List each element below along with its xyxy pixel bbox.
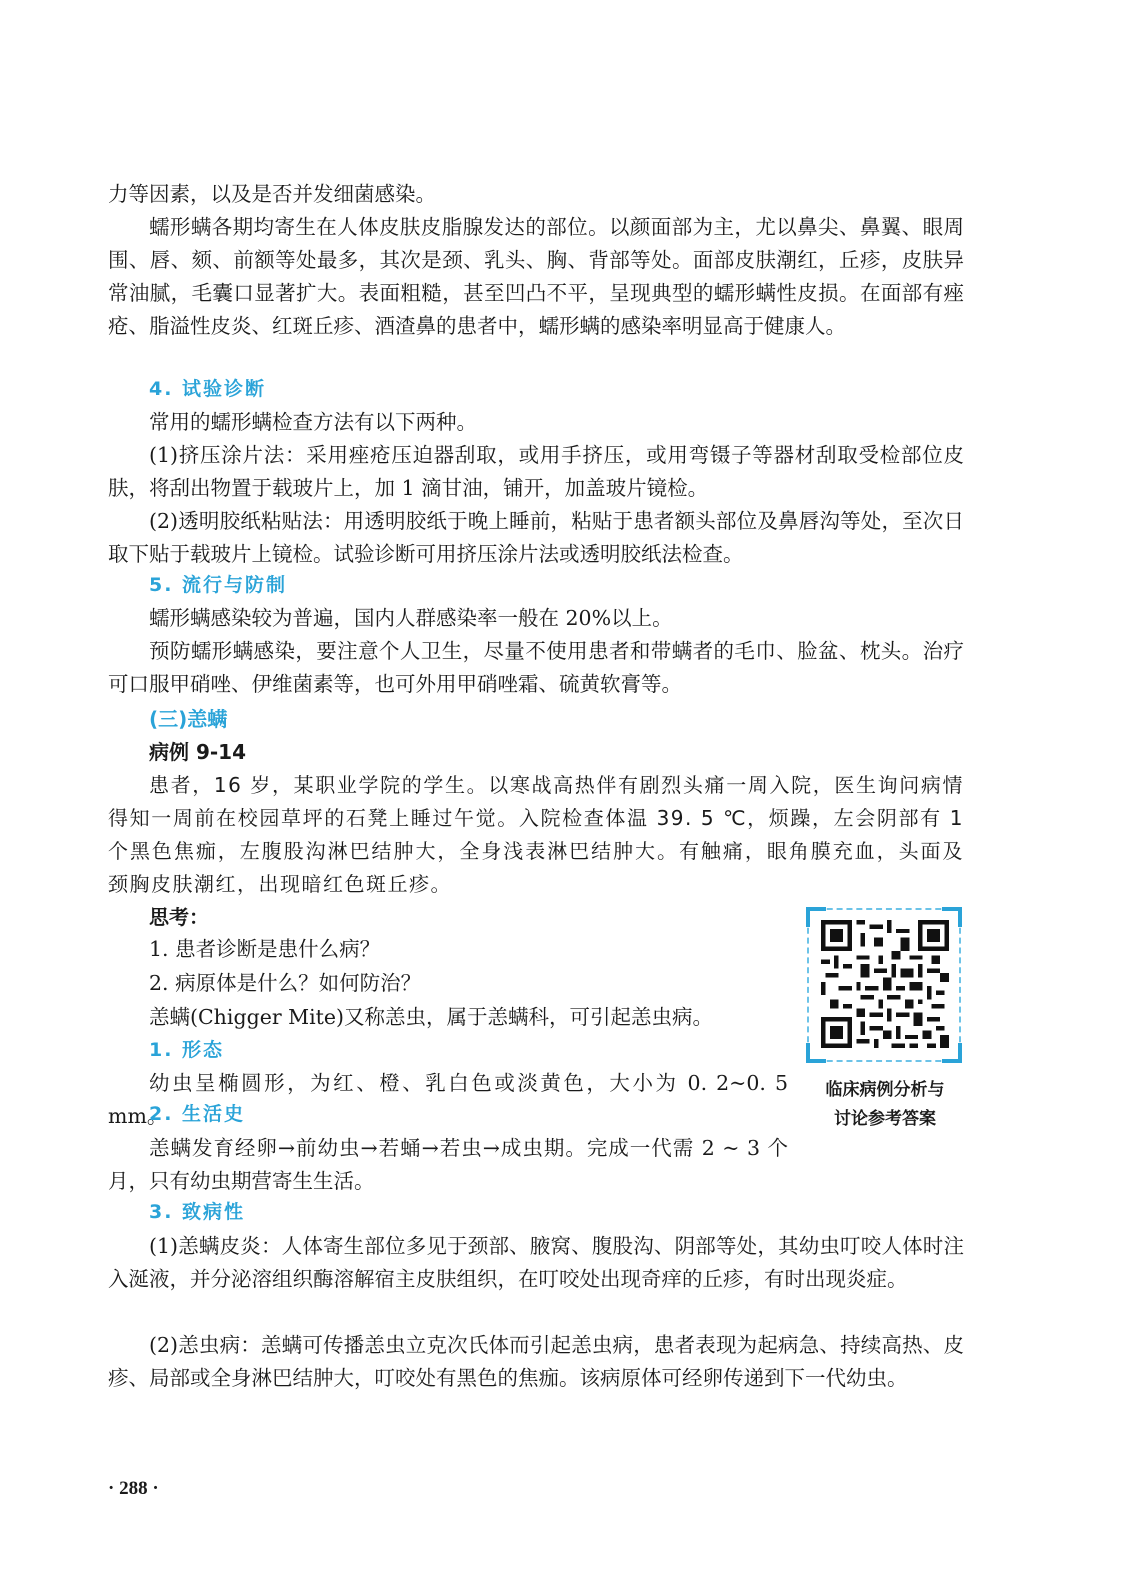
case-title: 病例 9-14 — [149, 740, 247, 764]
think-title: 思考： — [149, 905, 209, 929]
paragraph-tape-method: (2)透明胶纸粘贴法：用透明胶纸于晚上睡前，粘贴于患者额头部位及鼻唇沟等处，至次日取下贴于载玻片上镜检。试验诊断可用挤压涂片法或透明胶纸法检查。 — [108, 509, 964, 566]
paragraph-squeeze-smear: (1)挤压涂片法：采用痤疮压迫器刮取，或用手挤压，或用弯镊子等器材刮取受检部位皮肤，将刮出物置于载玻片上，加 1 滴甘油，铺开，加盖玻片镜检。 — [108, 443, 964, 500]
paragraph-life-history: 恙螨发育经卵→前幼虫→若蛹→若虫→成虫期。完成一代需 2 ~ 3 个月，只有幼虫期营寄生生活。 — [108, 1136, 788, 1193]
paragraph-demodex-parasitism: 蠕形螨各期均寄生在人体皮肤皮脂腺发达的部位。以颜面部为主，尤以鼻尖、鼻翼、眼周围、唇、颏、前额等处最多，其次是颈、乳头、胸、背部等处。面部皮肤潮红，丘疹，皮肤异常油腻，毛囊口显著扩大。表面粗糙，甚至凹凸不平，呈现典型的蠕形螨性皮损。在面部有痤疮、脂溢性皮炎、红斑丘疹、酒渣鼻的患者中，蠕形螨的感染率明显高于健康人。 — [108, 215, 964, 338]
qr-caption-line1: 临床病例分析与 — [825, 1080, 945, 1100]
paragraph-prevalence: 蠕形螨感染较为普遍，国内人群感染率一般在 20%以上。 — [149, 606, 673, 630]
paragraph-tsutsugamushi: (2)恙虫病：恙螨可传播恙虫立克次氏体而引起恙虫病，患者表现为起病急、持续高热、皮疹、局部或全身淋巴结肿大，叮咬处有黑色的焦痂。该病原体可经卵传递到下一代幼虫。 — [108, 1333, 964, 1390]
qr-code-icon[interactable] — [821, 920, 949, 1048]
qr-caption — [790, 1076, 980, 1134]
heading-diagnosis: 4. 试验诊断 — [149, 378, 267, 400]
paragraph-exam-methods: 常用的蠕形螨检查方法有以下两种。 — [149, 410, 477, 434]
heading-epidemic-prevention: 5. 流行与防制 — [149, 574, 288, 596]
heading-pathogenicity: 3. 致病性 — [149, 1201, 246, 1223]
question-2: 2. 病原体是什么？如何防治？ — [149, 971, 422, 995]
qr-code-frame[interactable] — [807, 908, 961, 1062]
paragraph-continuation: 力等因素，以及是否并发细菌感染。 — [108, 182, 436, 206]
paragraph-chigger-intro: 恙螨(Chigger Mite)又称恙虫，属于恙螨科，可引起恙虫病。 — [149, 1005, 714, 1029]
heading-chigger-mite: (三)恙螨 — [149, 707, 228, 731]
case-body: 患者，16 岁，某职业学院的学生。以寒战高热伴有剧烈头痛一周入院，医生询问病情得知一周前在校园草坪的石凳上睡过午觉。入院检查体温 39. 5 ℃，烦躁，左会阴部有 1 个黑色焦痂，左腹股沟淋巴结肿大，全身浅表淋巴结肿大。有触痛，眼角膜充血，头面及颈胸皮肤潮红，出现暗红色斑丘疹。 — [108, 773, 964, 896]
page-number: · 288 · — [108, 1478, 159, 1499]
heading-morphology: 1. 形态 — [149, 1039, 225, 1061]
heading-life-history: 2. 生活史 — [149, 1103, 246, 1125]
question-1: 1. 患者诊断是患什么病？ — [149, 937, 381, 961]
paragraph-prevention: 预防蠕形螨感染，要注意个人卫生，尽量不使用患者和带螨者的毛巾、脸盆、枕头。治疗可口服甲硝唑、伊维菌素等，也可外用甲硝唑霜、硫黄软膏等。 — [108, 639, 964, 696]
qr-caption-line2: 讨论参考答案 — [834, 1109, 936, 1129]
paragraph-chigger-dermatitis: (1)恙螨皮炎：人体寄生部位多见于颈部、腋窝、腹股沟、阴部等处，其幼虫叮咬人体时注入涎液，并分泌溶组织酶溶解宿主皮肤组织，在叮咬处出现奇痒的丘疹，有时出现炎症。 — [108, 1234, 964, 1291]
paragraph-morphology: 幼虫呈椭圆形，为红、橙、乳白色或淡黄色，大小为 0. 2~0. 5 mm。 — [108, 1071, 788, 1128]
